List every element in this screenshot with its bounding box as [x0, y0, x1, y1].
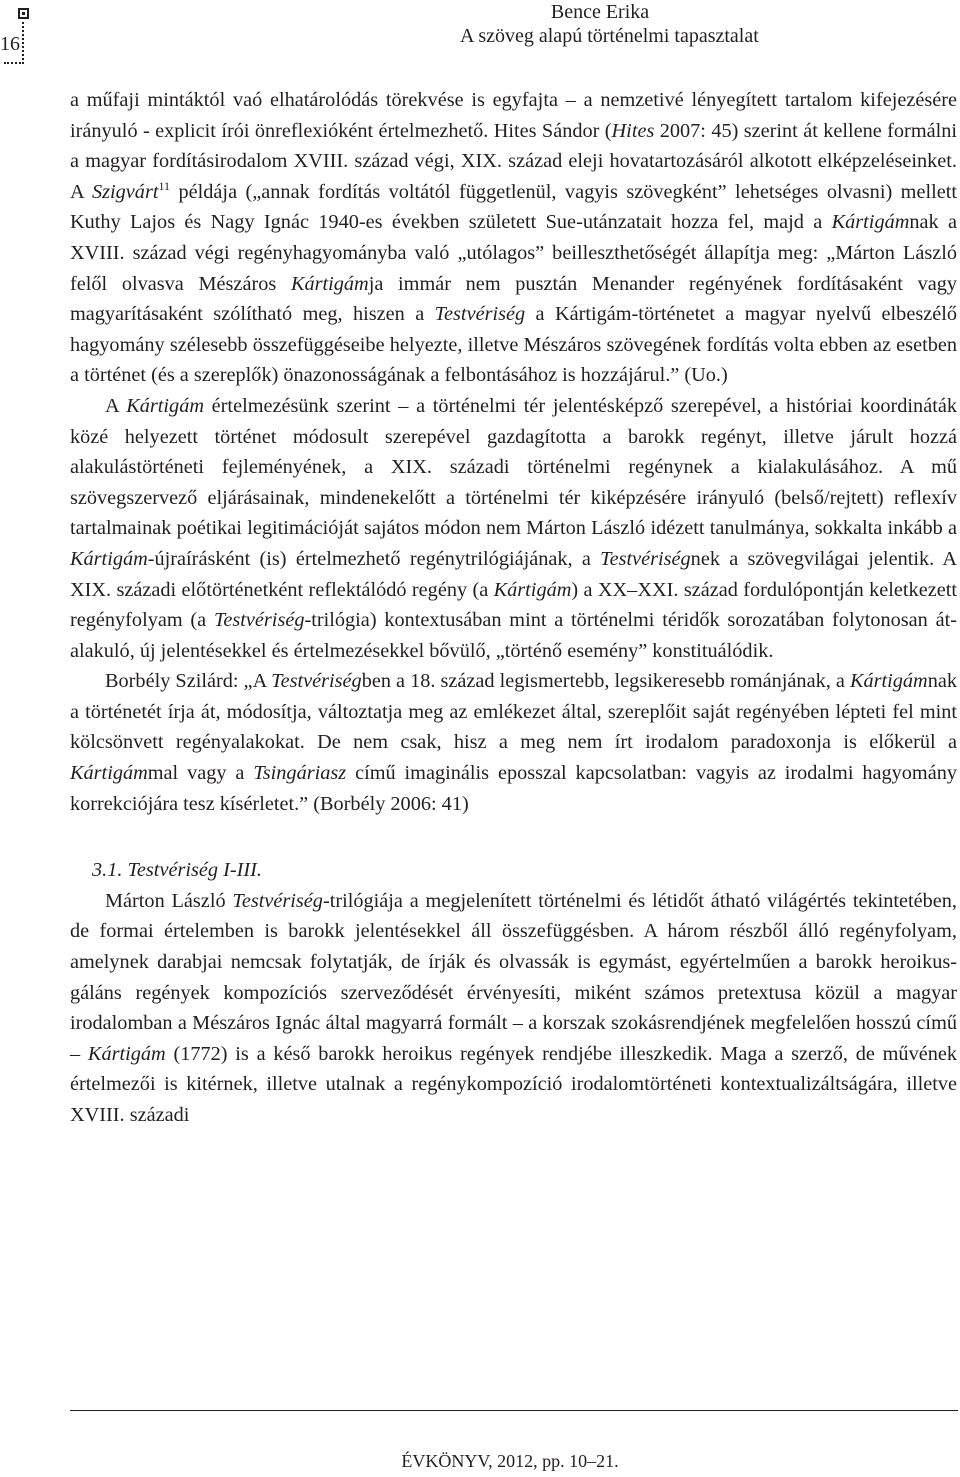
- text-run: értelmezésünk szerint – a történelmi tér jelentésképző szerepével, a históriai koordináták közé helyezett történet módosult szerepével gazdagította a barokk regényt, illetve járult hozzá alakulástörténeti fejleményének, a XIX. századi történelmi regénynek a kialakulásához. A mű szövegszervező eljárásainak, mindenekelőtt a történelmi tér kiképzésére irányuló (belső/rejtett) reflexív tartalmainak poétikai legitimációját sajátos módon nem Márton László idézett tanulmánya, sokkalta inkább a: [70, 394, 957, 540]
- dotted-rule-horizontal: [4, 62, 24, 64]
- text-run: -trilógia) kontextusában mint a történelmi téridők sorozatában folytonosan át-alakuló, új jelentésekkel és értelmezésekkel bővülő, „történő esemény” konstituálódik.: [70, 609, 957, 662]
- text-run: a műfaji mintáktól vaó elhatárolódás törekvése is egyfajta – a nemzetivé lényegített tartalom kifejezésére irányuló - explicit írói önreflexióként értelmezhető. Hites Sándor (: [70, 89, 957, 142]
- paragraph-1: [70, 85, 957, 391]
- footer-rule: [70, 1410, 958, 1411]
- header-title: A szöveg alapú történelmi tapasztalat: [460, 25, 759, 47]
- italic-term: Testvériség: [213, 609, 305, 632]
- italic-term: Testvériség: [271, 670, 362, 693]
- corner-marker-icon: [18, 8, 29, 19]
- running-header: [460, 0, 759, 48]
- footer-citation: ÉVKÖNYV, 2012, pp. 10–21.: [401, 1451, 619, 1471]
- italic-term: Kártigám: [70, 762, 148, 785]
- section-heading: 3.1. Testvériség I-III.: [92, 859, 262, 882]
- text-run: a Kártigám-történetet a magyar nyelvű elbeszélő hagyomány szélesebb összefüggéseibe helyezte, illetve Mészáros szövegének fordítás volta ebben az esetben a történet (és a szereplők) önazonosságának a felbontásához is hozzájárul.” (Uo.): [70, 303, 957, 387]
- text-run: című imaginális eposszal kapcsolatban: vagyis az irodalmi hagyomány korrekciójára tesz kísérletet.” (Borbély 2006: 41): [70, 762, 957, 815]
- dotted-rule-vertical: [22, 22, 24, 60]
- italic-term: Kártigám: [87, 1042, 166, 1065]
- paragraph-4: [70, 886, 957, 1131]
- text-run: Márton László: [105, 889, 233, 912]
- italic-term: Kártigám: [831, 211, 910, 234]
- text-run: példája („annak fordítás voltától függetlenül, vagyis szövegként” lehetséges olvasni) mellett Kuthy Lajos és Nagy Ignác 1940-es években született Sue-utánzatait hozza fel, majd a: [70, 180, 957, 234]
- text-run: ja immár nem pusztán Menander regényének fordításaként vagy magyarításaként szólítható meg, hiszen a: [70, 272, 957, 326]
- text-run: nak a XVIII. század végi regényhagyományba való „utólagos” beilleszthetőségét állapítja meg: „Márton László felől olvasva Mészáros: [70, 211, 957, 295]
- paragraph-3: [70, 666, 957, 819]
- italic-term: Testvériség: [600, 547, 691, 570]
- page-number: 16: [0, 33, 20, 55]
- italic-term: Tsingáriasz: [253, 762, 347, 785]
- text-run: mal vagy a: [147, 762, 254, 785]
- italic-term: Testvériség: [232, 889, 323, 912]
- footnote-reference[interactable]: 11: [158, 179, 171, 194]
- text-run: ) a XX–XXI. század fordulópontján keletkezett regényfolyam (a: [70, 578, 957, 632]
- italic-term: Hites: [611, 119, 655, 142]
- italic-term: Kártigám: [849, 670, 928, 693]
- paragraph-2: [70, 391, 957, 666]
- text-run: -újraírásként (is) értelmezhető regénytrilógiájának, a: [147, 547, 601, 570]
- italic-term: Kártigám: [70, 547, 148, 570]
- text-run: (1772) is a késő barokk heroikus regények rendjébe illeszkedik. Maga a szerző, de művének értelmezői is kitérnek, illetve utalnak a regénykompozíció irodalomtörténeti kontextualizáltságára, illetve XVIII. századi: [70, 1042, 957, 1126]
- body-text: [70, 85, 957, 1131]
- text-run: A: [105, 394, 127, 417]
- text-run: -trilógiája a megjelenített történelmi és létidőt átható világértés tekintetében, de formai értelemben is barokk jelentésekkel áll összefüggésben. A három részből álló regényfolyam, amelynek darabjai nemcsak folytatják, de írják és olvassák is egymást, egyértelműen a barokk heroikus-gáláns regények kompozíciós szerveződését érvényesíti, miként számos pretextusa közül a magyar irodalomban a Mészáros Ignác által magyarrá formált – a korszak szokásrendjének megfelelően hosszú című –: [70, 889, 958, 1065]
- text-run: 2007: 45) szerint át kellene formálni a magyar fordításirodalom XVIII. század végi, XIX. század eleji hovatartozásáról alkotott elképzeléseinket. A: [70, 119, 958, 203]
- header-author: Bence Erika: [550, 1, 650, 23]
- text-run: nek a szövegvilágai jelentik. A XIX. századi előtörténetként reflektálódó regény (a: [70, 547, 957, 601]
- italic-term: Testvériség: [434, 303, 526, 326]
- italic-term: Szigvárt: [92, 180, 159, 203]
- text-run: nak a történetét írja át, módosítja, változtatja meg az emlékezet által, szereplőit saját regényében lépteti fel mint kölcsönvett regényalakokat. De nem csak, hisz a meg nem írt irodalom paradoxonja is előkerül a: [70, 670, 957, 754]
- italic-term: Kártigám: [290, 272, 369, 295]
- text-run: ben a 18. század legismertebb, legsikeresebb románjának, a: [361, 670, 850, 693]
- italic-term: Kártigám: [126, 394, 204, 417]
- italic-term: Kártigám: [493, 578, 572, 601]
- text-run: Borbély Szilárd: „A: [105, 670, 272, 693]
